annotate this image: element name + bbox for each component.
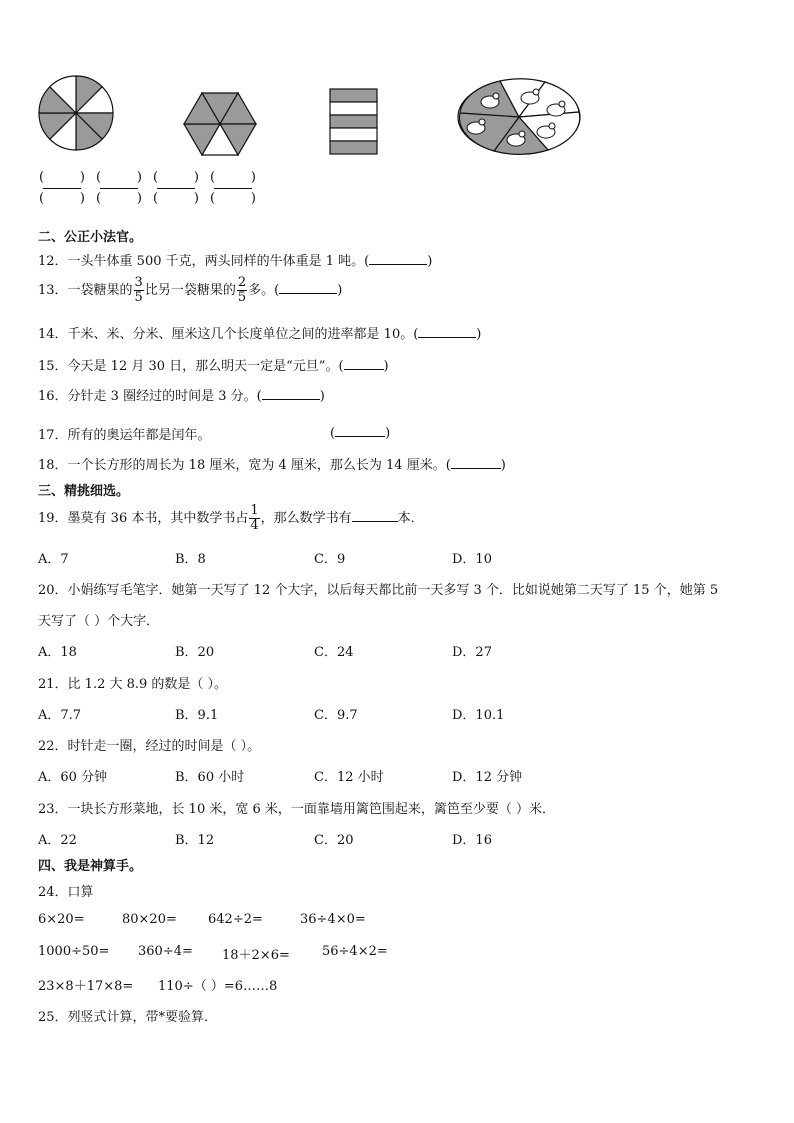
calc-3-2: 110÷（ ）=6……8 [158, 979, 278, 994]
q22-option-a[interactable]: A．60 分钟 [38, 770, 108, 785]
question-22: 22．时针走一圈，经过的时间是（ ）。 [38, 739, 261, 754]
calc-2-2: 360÷4= [138, 944, 193, 959]
answer-bracket-1[interactable]: ( ) ( ) [39, 170, 85, 206]
q22-option-b[interactable]: B．60 小时 [175, 770, 245, 785]
q20-option-b[interactable]: B．20 [175, 645, 215, 660]
answer-blank[interactable] [344, 357, 384, 370]
q21-option-a[interactable]: A．7.7 [38, 708, 82, 723]
circle-figure [39, 76, 113, 150]
answer-blank[interactable] [352, 509, 398, 522]
section-4-title: 四、我是神算手。 [38, 859, 143, 874]
q20-option-d[interactable]: D．27 [452, 645, 492, 660]
question-17: 17．所有的奥运年都是闰年。 [38, 428, 211, 443]
q19-option-a[interactable]: A．7 [38, 552, 69, 567]
answer-blank[interactable] [418, 325, 476, 338]
q19-option-b[interactable]: B．8 [175, 552, 206, 567]
answer-blank[interactable] [262, 387, 320, 400]
fraction: $\frac{1}{4}$ [250, 503, 259, 533]
question-19: 19．墨莫有 36 本书，其中数学书占 $\frac{1}{4}$ ，那么数学书有 本． [38, 503, 424, 533]
q19-option-d[interactable]: D．10 [452, 552, 492, 567]
hexagon-figure [184, 93, 256, 155]
striped-rectangle-figure [330, 89, 377, 154]
fraction-figures [0, 0, 794, 170]
calc-1-1: 6×20= [38, 912, 85, 927]
q20-option-a[interactable]: A．18 [38, 645, 77, 660]
question-15: 15．今天是 12 月 30 日，那么明天一定是“元旦”。( ) [38, 359, 389, 374]
question-17-answer: ( ) [330, 426, 391, 441]
q23-option-a[interactable]: A．22 [38, 833, 77, 848]
q22-option-c[interactable]: C．12 小时 [314, 770, 384, 785]
q23-option-c[interactable]: C．20 [314, 833, 354, 848]
q20-option-c[interactable]: C．24 [314, 645, 354, 660]
ellipse-birds-figure [458, 79, 580, 154]
q22-option-d[interactable]: D．12 分钟 [452, 770, 523, 785]
calc-2-1: 1000÷50= [38, 944, 110, 959]
section-3-title: 三、精挑细选。 [38, 484, 130, 499]
q21-option-d[interactable]: D．10.1 [452, 708, 505, 723]
answer-blank[interactable] [369, 252, 427, 265]
q21-option-c[interactable]: C．9.7 [314, 708, 358, 723]
q19-option-c[interactable]: C．9 [314, 552, 346, 567]
answer-bracket-4[interactable]: ( ) ( ) [210, 170, 256, 206]
question-13: 13．一袋糖果的 $\frac{3}{5}$ 比另一袋糖果的 $\frac{2}{5}$ 多。( ) [38, 275, 343, 305]
q23-option-d[interactable]: D．16 [452, 833, 492, 848]
question-21: 21．比 1.2 大 8.9 的数是（ ）。 [38, 677, 228, 692]
question-18: 18．一个长方形的周长为 18 厘米，宽为 4 厘米，那么长为 14 厘米。( ) [38, 458, 506, 473]
question-20-line1: 20．小娟练写毛笔字．她第一天写了 12 个大字，以后每天都比前一天多写 3 个．比如说她第二天写了 15 个，她第 5 [38, 583, 719, 598]
question-14: 14．千米、米、分米、厘米这几个长度单位之间的进率都是 10。( ) [38, 327, 482, 342]
calc-1-2: 80×20= [122, 912, 177, 927]
question-23: 23．一块长方形菜地，长 10 米，宽 6 米，一面靠墙用篱笆围起来，篱笆至少要（ ）米． [38, 802, 556, 817]
calc-1-4: 36÷4×0= [300, 912, 366, 927]
question-20-line2: 天写了（ ）个大字． [38, 614, 160, 629]
question-25-label: 25．列竖式计算，带*要验算． [38, 1010, 218, 1025]
calc-3-1: 23×8＋17×8= [38, 979, 134, 994]
answer-blank[interactable] [279, 281, 337, 294]
section-2-title: 二、公正小法官。 [38, 230, 143, 245]
calc-2-4: 56÷4×2= [322, 944, 388, 959]
question-12: 12．一头牛体重 500 千克，两头同样的牛体重是 1 吨。( ) [38, 254, 433, 269]
answer-blank[interactable] [335, 424, 385, 437]
fraction: $\frac{2}{5}$ [237, 275, 247, 305]
answer-blank[interactable] [451, 456, 501, 469]
question-24-label: 24．口算 [38, 885, 94, 900]
question-16: 16．分针走 3 圈经过的时间是 3 分。( ) [38, 389, 325, 404]
q21-option-b[interactable]: B．9.1 [175, 708, 219, 723]
fraction: $\frac{3}{5}$ [134, 275, 143, 305]
calc-2-3: 18＋2×6= [222, 948, 290, 963]
q23-option-b[interactable]: B．12 [175, 833, 215, 848]
calc-1-3: 642÷2= [208, 912, 263, 927]
answer-bracket-3[interactable]: ( ) ( ) [153, 170, 199, 206]
answer-bracket-2[interactable]: ( ) ( ) [96, 170, 142, 206]
